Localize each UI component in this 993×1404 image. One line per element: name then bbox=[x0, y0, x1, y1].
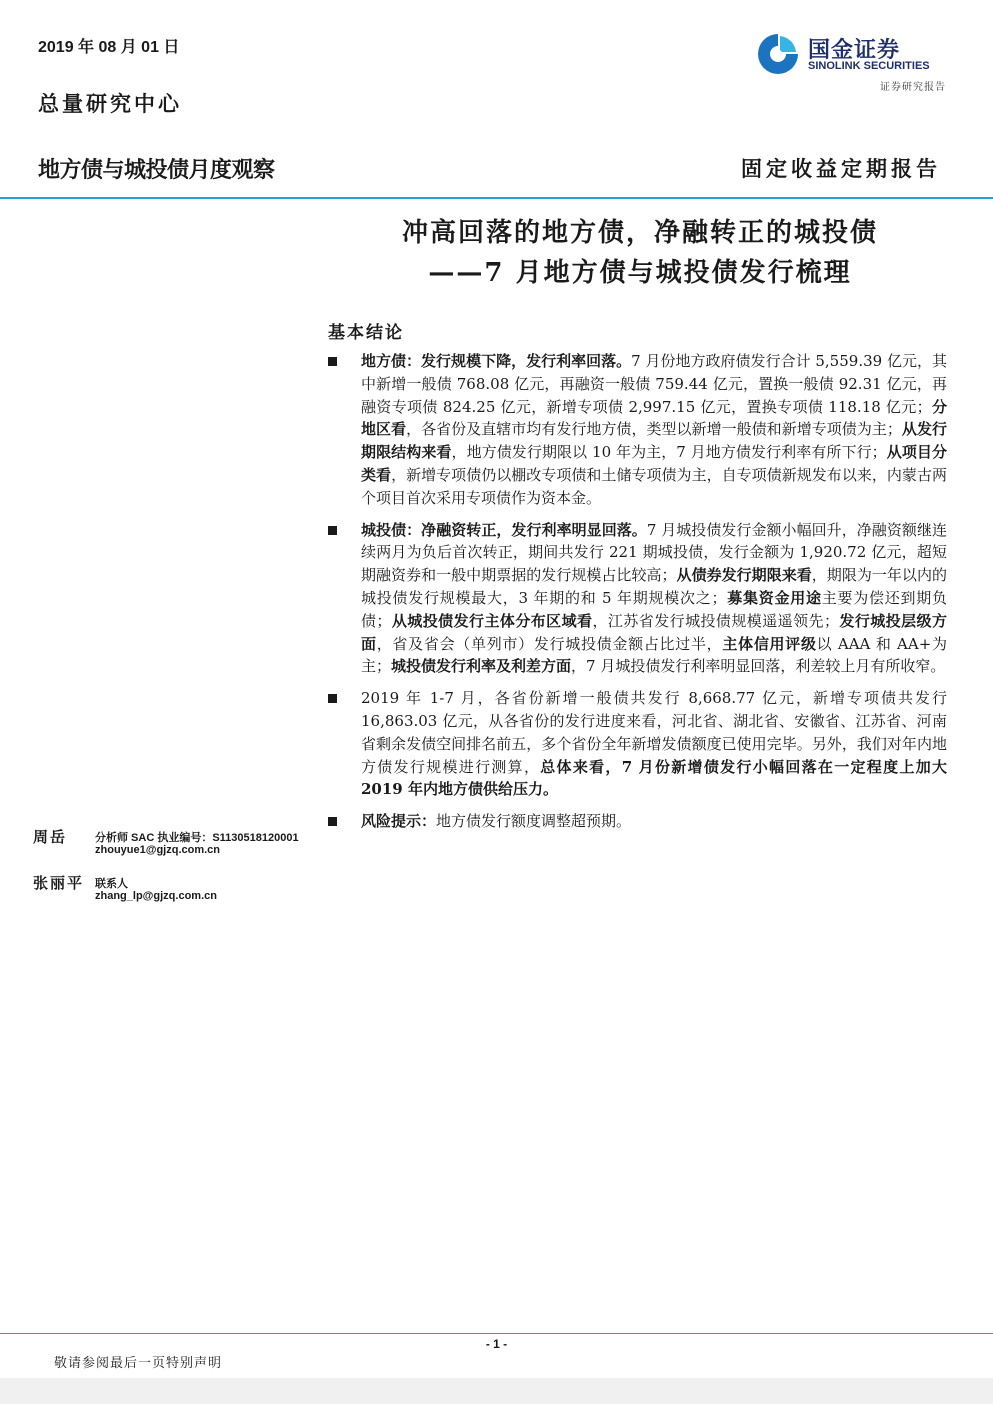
section-heading: 基本结论 bbox=[328, 323, 404, 343]
bold-text: 从城投债发行主体分布区域看 bbox=[391, 611, 593, 630]
conclusion-item bbox=[325, 687, 947, 801]
bold-text: 主体信用评级 bbox=[722, 634, 817, 653]
bold-text: 分地区看 bbox=[361, 397, 947, 439]
body-text: 地方债发行额度调整超预期。 bbox=[436, 812, 632, 831]
body-text: ，省及省会（单列市）发行城投债金额占比过半， bbox=[376, 634, 723, 653]
bold-text: 城投债：净融资转正，发行利率明显回落。 bbox=[361, 520, 647, 539]
bold-text: 从债券发行期限来看 bbox=[676, 566, 812, 585]
bold-text: 从发行期限结构来看 bbox=[361, 420, 947, 462]
body-text: 2019 年 1-7 月，各省份新增一般债共发行 8,668.77 亿元，新增专项债共发行 16,863.03 亿元，从各省份的发行进度来看，河北省、湖北省、安徽省、江苏省、河南省剩余发债空间排名前五，多个省份全年新增发债额度已使用完毕。另外，我们对年内地方债发行规模进行测算， bbox=[361, 689, 947, 776]
body-text: 主要为偿还到期负债； bbox=[361, 588, 947, 630]
author-name: 张丽平 bbox=[33, 874, 85, 892]
footer-divider bbox=[0, 1333, 993, 1334]
logo-chinese-name: 国金证券 bbox=[808, 38, 901, 63]
bold-text: 发行城投层级方面 bbox=[361, 611, 947, 653]
body-text: 7 月份地方政府债发行合计 5,559.39 亿元，其中新增一般债 768.08 亿元，再融资一般债 759.44 亿元，置换一般债 92.31 亿元，再融资专项债 824.25 亿元，新增专项债 2,997.15 亿元，置换专项债 118.18 亿元； bbox=[361, 352, 947, 416]
body-text: 以 AAA 和 AA+为主； bbox=[361, 634, 947, 676]
conclusion-list bbox=[325, 350, 947, 842]
body-text: ，期限为一年以内的城投债发行规模最大，3 年期的和 5 年期规模次之； bbox=[361, 566, 947, 607]
conclusion-item bbox=[325, 350, 947, 510]
author-email[interactable]: zhang_lp@gjzq.com.cn bbox=[95, 890, 217, 902]
bullet-square-icon bbox=[328, 526, 337, 535]
bold-text: 募集资金用途 bbox=[726, 588, 822, 607]
conclusion-item bbox=[325, 810, 947, 833]
report-type: 固定收益定期报告 bbox=[741, 156, 941, 181]
body-text: ，各省份及直辖市均有发行地方债，类型以新增一般债和新增专项债为主； bbox=[406, 420, 902, 439]
title-sub: ——7 月地方债与城投债发行梳理 bbox=[428, 258, 852, 288]
body-text: ，7 月城投债发行利率明显回落，利差较上月有所收窄。 bbox=[571, 657, 946, 676]
research-center: 总量研究中心 bbox=[38, 91, 182, 116]
author-entry bbox=[33, 826, 323, 872]
conclusion-item bbox=[325, 519, 947, 679]
body-text: 7 月城投债发行金额小幅回升，净融资额继连续两月为负后首次转正，期间共发行 221 期城投债，发行金额为 1,920.72 亿元，超短期融资券和一般中期票据的发行规模占比较高； bbox=[361, 520, 947, 585]
header-divider bbox=[0, 197, 993, 199]
bold-text: 城投债发行利率及利差方面 bbox=[391, 657, 572, 676]
bullet-square-icon bbox=[328, 817, 337, 826]
company-logo bbox=[756, 32, 946, 92]
report-date: 2019 年 08 月 01 日 bbox=[38, 39, 180, 56]
author-name: 周岳 bbox=[33, 828, 68, 846]
author-entry bbox=[33, 872, 323, 918]
author-email[interactable]: zhouyue1@gjzq.com.cn bbox=[95, 844, 221, 856]
bold-text: 从项目分类看 bbox=[361, 443, 947, 484]
author-role: 分析师 SAC 执业编号：S1130518120001 bbox=[95, 832, 299, 844]
author-list bbox=[33, 826, 323, 918]
bold-text: 地方债：发行规模下降，发行利率回落。 bbox=[361, 352, 632, 370]
logo-subtitle: 证券研究报告 bbox=[880, 82, 946, 93]
bullet-square-icon bbox=[328, 357, 337, 366]
report-series: 地方债与城投债月度观察 bbox=[38, 158, 275, 183]
title-main: 冲高回落的地方债，净融转正的城投债 bbox=[401, 218, 878, 248]
page-number: - 1 - bbox=[485, 1337, 508, 1351]
logo-english-name: SINOLINK SECURITIES bbox=[808, 60, 930, 72]
body-text: ，地方债发行期限以 10 年为主，7 月地方债发行利率有所下行； bbox=[451, 443, 887, 462]
body-text: ，新增专项债仍以棚改专项债和土储专项债为主，自专项债新规发布以来，内蒙古两个项目首次采用专项债作为资本金。 bbox=[361, 465, 947, 507]
disclaimer-note: 敬请参阅最后一页特别声明 bbox=[54, 1356, 223, 1371]
bold-text: 总体来看，7 月份新增债发行小幅回落在一定程度上加大 2019 年内地方债供给压力。 bbox=[361, 757, 947, 799]
author-role: 联系人 bbox=[95, 878, 128, 890]
bullet-square-icon bbox=[328, 694, 337, 703]
bottom-band bbox=[0, 1378, 993, 1404]
body-text: ，江苏省发行城投债规模遥遥领先； bbox=[592, 611, 839, 630]
sinolink-logo-icon bbox=[756, 32, 800, 76]
bold-text: 风险提示： bbox=[361, 812, 437, 831]
